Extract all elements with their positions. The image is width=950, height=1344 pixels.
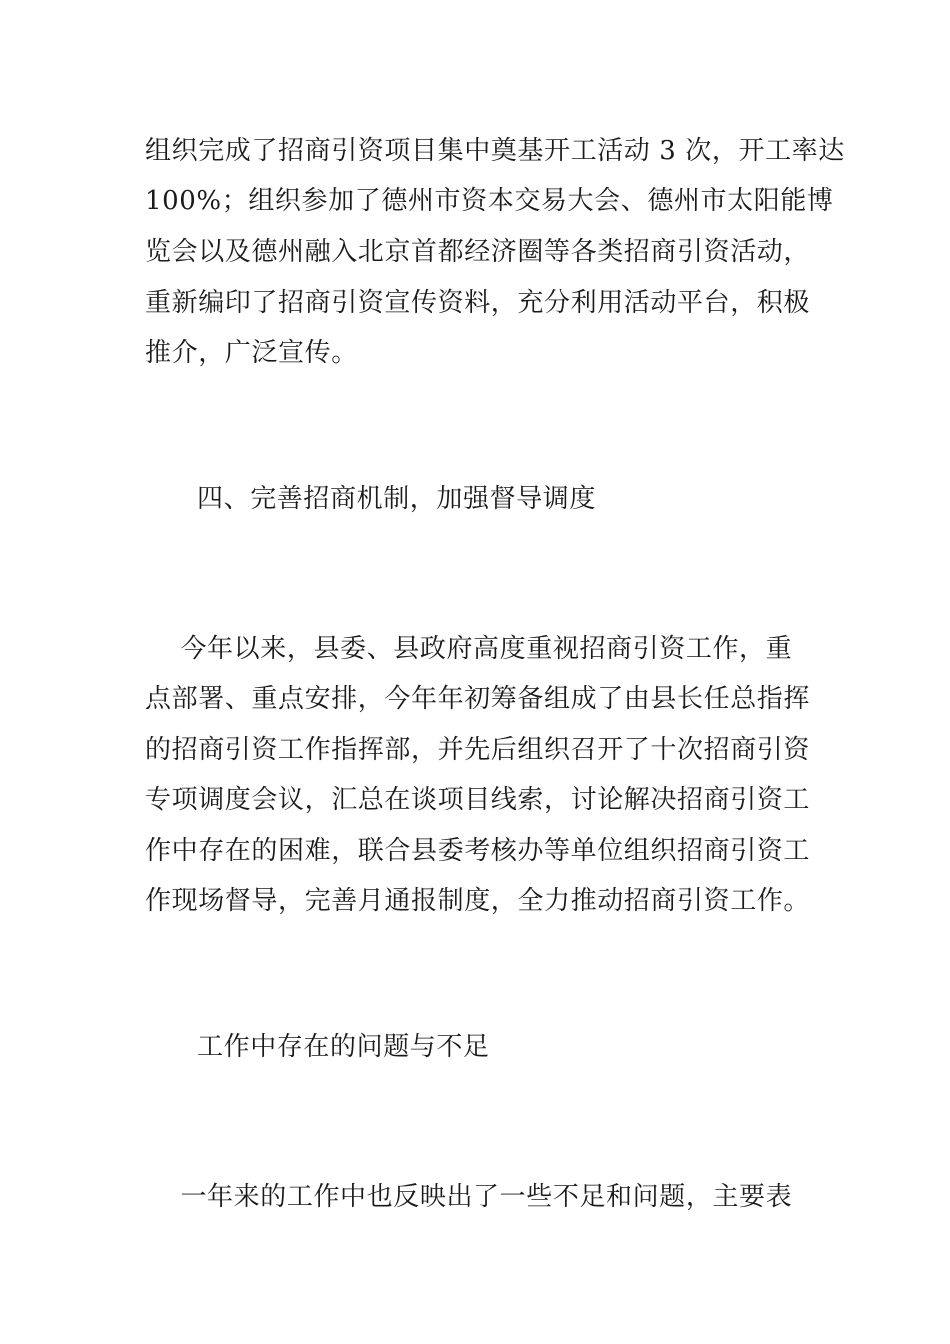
paragraph-2-line-2: 点部署、重点安排，今年年初筹备组成了由县长任总指挥: [145, 684, 811, 714]
paragraph-1-line-1: 组织完成了招商引资项目集中奠基开工活动 3 次，开工率达: [145, 136, 845, 166]
section-heading-problems: 工作中存在的问题与不足: [197, 1032, 490, 1062]
paragraph-3-line-1: 一年来的工作中也反映出了一些不足和问题，主要表: [145, 1182, 793, 1212]
paragraph-1-line-2: 100%；组织参加了德州市资本交易大会、德州市太阳能博: [145, 186, 834, 216]
paragraph-1-line-4: 重新编印了招商引资宣传资料，充分利用活动平台，积极: [145, 288, 811, 318]
paragraph-2-line-4: 专项调度会议，汇总在谈项目线索，讨论解决招商引资工: [145, 785, 811, 815]
paragraph-1-line-3: 览会以及德州融入北京首都经济圈等各类招商引资活动，: [145, 237, 811, 267]
section-heading-4: 四、完善招商机制，加强督导调度: [197, 484, 597, 514]
paragraph-2-line-3: 的招商引资工作指挥部，并先后组织召开了十次招商引资: [145, 735, 811, 765]
paragraph-2-line-6: 作现场督导，完善月通报制度，全力推动招商引资工作。: [145, 886, 811, 916]
paragraph-2-line-1: 今年以来，县委、县政府高度重视招商引资工作，重: [145, 634, 793, 664]
paragraph-2-line-5: 作中存在的困难，联合县委考核办等单位组织招商引资工: [145, 836, 811, 866]
paragraph-1-line-5: 推介，广泛宣传。: [145, 338, 358, 368]
